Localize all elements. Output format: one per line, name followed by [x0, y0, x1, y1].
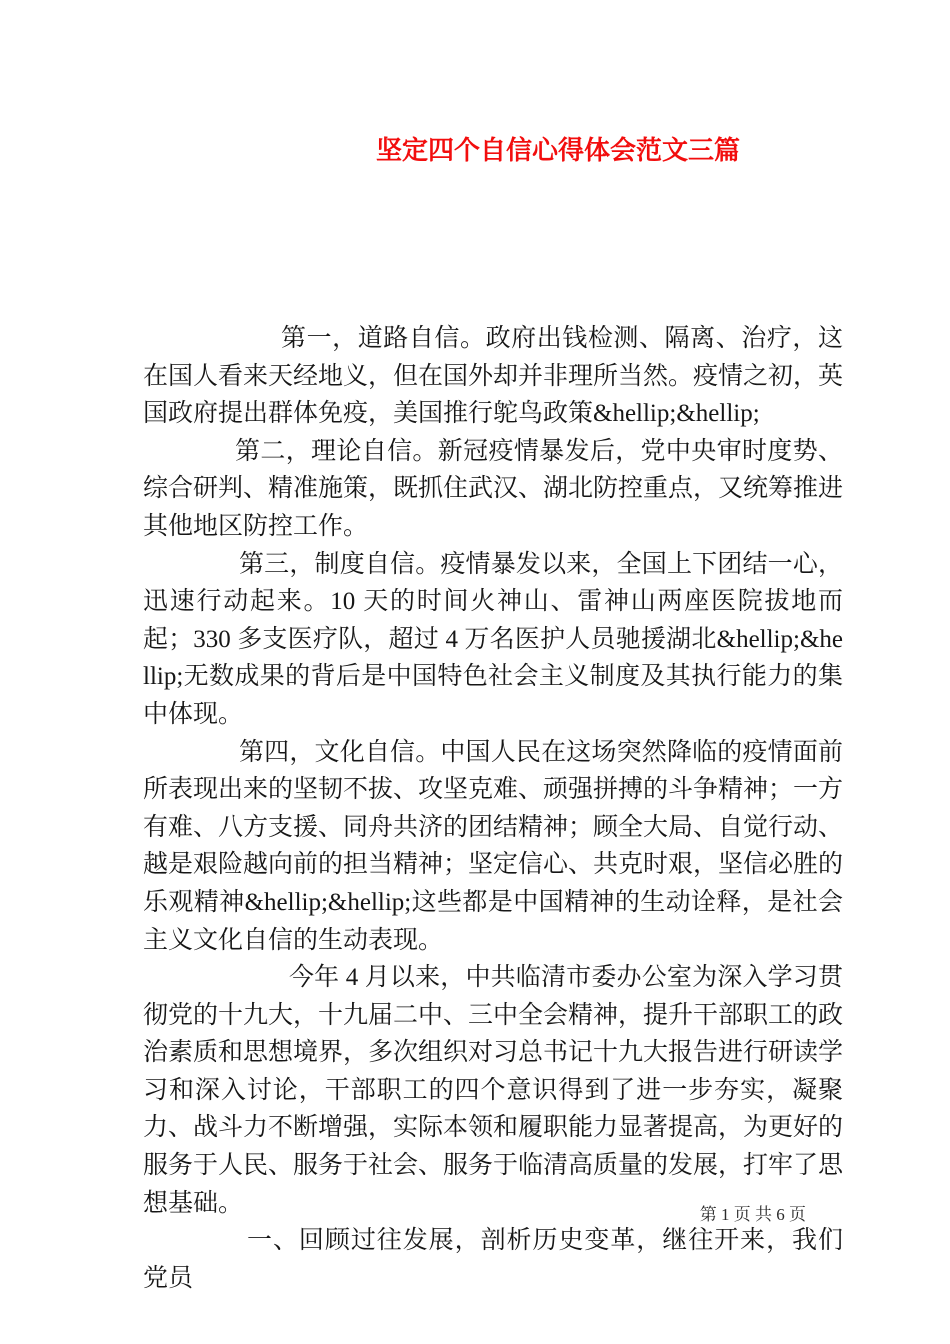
paragraph-road-confidence: 第一，道路自信。政府出钱检测、隔离、治疗，这在国人看来天经地义，但在国外却并非理所当然。疫情之初，英国政府提出群体免疫，美国推行鸵鸟政策&hellip;&hellip; [143, 325, 844, 428]
document-body [143, 320, 843, 1297]
document-title: 坚定四个自信心得体会范文三篇 [376, 135, 741, 165]
paragraph-linqing-office: 今年 4 月以来，中共临清市委办公室为深入学习贯彻党的十九大，十九届二中、三中全会精神，提升干部职工的政治素质和思想境界，多次组织对习总书记十九大报告进行研读学习和深入讨论，干部职工的四个意识得到了进一步夯实，凝聚力、战斗力不断增强，实际本领和履职能力显著提高，为更好的服务于人民、服务于社会、服务于临清高质量的发展，打牢了思想基础。 [143, 964, 844, 1217]
paragraph-system-confidence: 第三，制度自信。疫情暴发以来，全国上下团结一心，迅速行动起来。10 天的时间火神山、雷神山两座医院拔地而起；330 多支医疗队，超过 4 万名医护人员驰援湖北&hellip;&hellip;无数成果的背后是中国特色社会主义制度及其执行能力的集中体现。 [143, 550, 843, 728]
paragraph-section-one-heading: 一、回顾过往发展，剖析历史变革，继往开来，我们党员 [143, 1227, 843, 1292]
page-number-label: 第 1 页 共 6 页 [699, 1205, 806, 1224]
paragraph-culture-confidence: 第四，文化自信。中国人民在这场突然降临的疫情面前所表现出来的坚韧不拔、攻坚克难、顽强拼搏的斗争精神；一方有难、八方支援、同舟共济的团结精神；顾全大局、自觉行动、越是艰险越向前的担当精神；坚定信心、共克时艰，坚信必胜的乐观精神&hellip;&hellip;这些都是中国精神的生动诠释，是社会主义文化自信的生动表现。 [143, 738, 844, 954]
paragraph-theory-confidence: 第二，理论自信。新冠疫情暴发后，党中央审时度势、综合研判、精准施策，既抓住武汉、湖北防控重点，又统筹推进其他地区防控工作。 [143, 437, 844, 540]
